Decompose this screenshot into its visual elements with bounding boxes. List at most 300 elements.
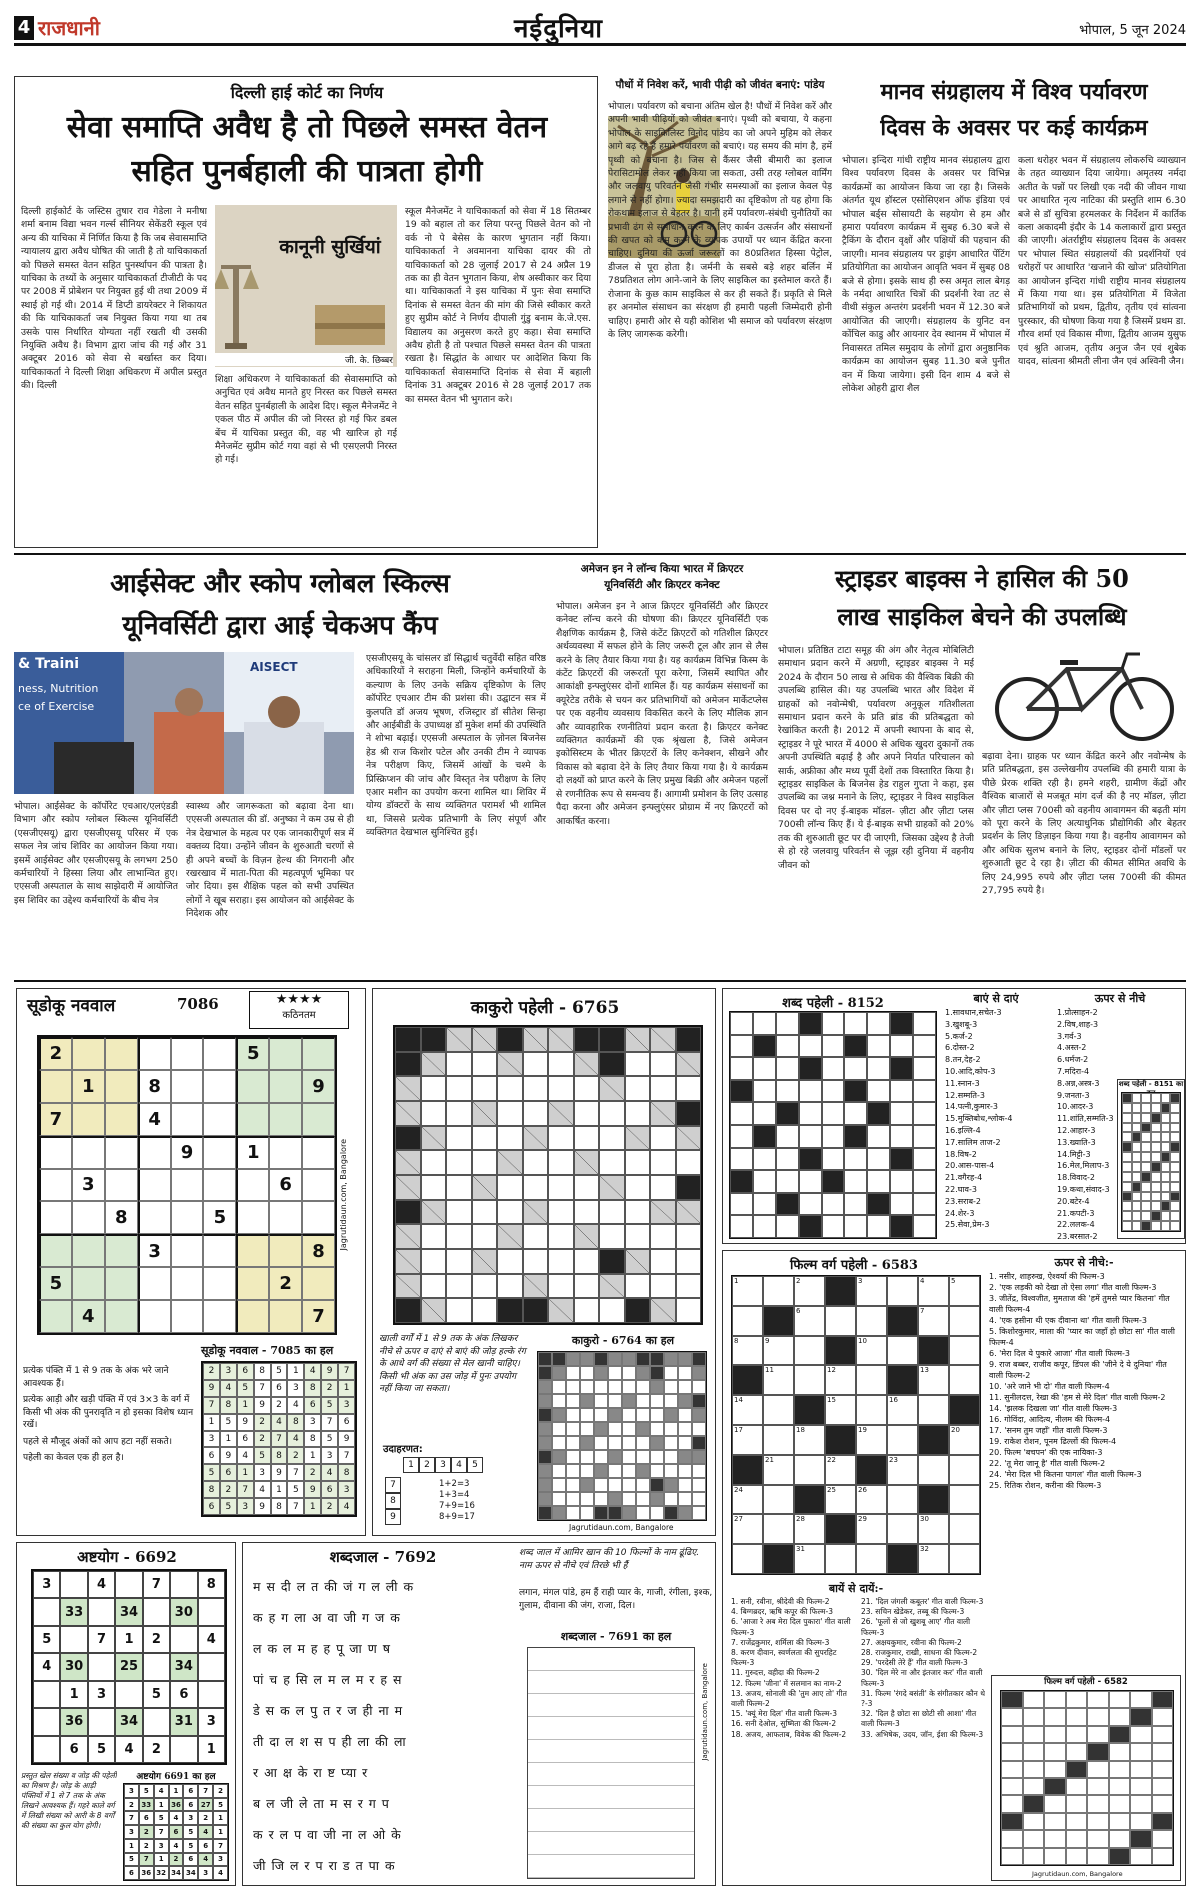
sudoku-cell[interactable]: 5 bbox=[236, 1037, 269, 1070]
sudoku-cell[interactable] bbox=[105, 1037, 138, 1070]
kakuro-cell[interactable] bbox=[523, 1101, 549, 1126]
crossword-cell[interactable] bbox=[890, 1170, 913, 1193]
sudoku-cell[interactable] bbox=[171, 1234, 204, 1267]
sudoku-cell[interactable]: 2 bbox=[269, 1267, 302, 1300]
film-grid-cell[interactable] bbox=[732, 1306, 763, 1336]
crossword-cell[interactable] bbox=[867, 1012, 890, 1035]
sudoku-cell[interactable] bbox=[138, 1037, 171, 1070]
film-grid-cell[interactable] bbox=[763, 1276, 794, 1306]
kakuro-cell[interactable] bbox=[523, 1076, 549, 1101]
sudoku-cell[interactable] bbox=[72, 1136, 105, 1169]
kakuro-cell[interactable] bbox=[523, 1175, 549, 1200]
sudoku-cell[interactable] bbox=[203, 1070, 236, 1103]
kakuro-cell[interactable] bbox=[523, 1052, 549, 1077]
sudoku-cell[interactable]: 4 bbox=[72, 1300, 105, 1333]
ashtayog-cell[interactable]: 4 bbox=[33, 1653, 60, 1680]
film-grid-cell[interactable] bbox=[763, 1425, 794, 1455]
crossword-cell[interactable] bbox=[913, 1215, 936, 1238]
crossword-grid[interactable] bbox=[729, 1011, 937, 1239]
crossword-cell[interactable] bbox=[753, 1148, 776, 1171]
kakuro-cell[interactable] bbox=[574, 1175, 600, 1200]
crossword-cell[interactable] bbox=[844, 1148, 867, 1171]
crossword-cell[interactable] bbox=[776, 1035, 799, 1058]
sudoku-cell[interactable] bbox=[203, 1103, 236, 1136]
sudoku-cell[interactable] bbox=[236, 1103, 269, 1136]
film-grid-cell[interactable] bbox=[763, 1395, 794, 1425]
kakuro-cell[interactable] bbox=[472, 1224, 498, 1249]
sudoku-cell[interactable] bbox=[236, 1201, 269, 1234]
ashtayog-cell[interactable]: 3 bbox=[33, 1571, 60, 1598]
kakuro-cell[interactable] bbox=[599, 1150, 625, 1175]
sudoku-cell[interactable] bbox=[269, 1103, 302, 1136]
crossword-cell[interactable] bbox=[867, 1080, 890, 1103]
kakuro-cell[interactable] bbox=[625, 1224, 651, 1249]
kakuro-cell[interactable] bbox=[421, 1101, 447, 1126]
sudoku-cell[interactable] bbox=[203, 1037, 236, 1070]
ashtayog-cell[interactable]: 5 bbox=[143, 1681, 170, 1708]
kakuro-cell[interactable] bbox=[625, 1101, 651, 1126]
ashtayog-cell[interactable] bbox=[198, 1653, 225, 1680]
crossword-cell[interactable] bbox=[730, 1057, 753, 1080]
kakuro-cell[interactable] bbox=[599, 1101, 625, 1126]
crossword-cell[interactable] bbox=[776, 1148, 799, 1171]
film-grid-cell[interactable] bbox=[856, 1306, 887, 1336]
kakuro-cell[interactable] bbox=[446, 1101, 472, 1126]
sudoku-cell[interactable] bbox=[269, 1037, 302, 1070]
kakuro-cell[interactable] bbox=[472, 1150, 498, 1175]
ashtayog-cell[interactable]: 4 bbox=[198, 1626, 225, 1653]
sudoku-cell[interactable] bbox=[72, 1267, 105, 1300]
kakuro-cell[interactable] bbox=[497, 1200, 523, 1225]
kakuro-cell[interactable] bbox=[650, 1052, 676, 1077]
crossword-cell[interactable] bbox=[799, 1080, 822, 1103]
kakuro-cell[interactable] bbox=[523, 1224, 549, 1249]
sudoku-cell[interactable] bbox=[171, 1300, 204, 1333]
crossword-cell[interactable] bbox=[822, 1012, 845, 1035]
crossword-cell[interactable] bbox=[822, 1193, 845, 1216]
kakuro-cell[interactable] bbox=[574, 1298, 600, 1323]
sudoku-cell[interactable] bbox=[236, 1169, 269, 1202]
sudoku-cell[interactable] bbox=[138, 1300, 171, 1333]
film-grid-cell[interactable] bbox=[856, 1395, 887, 1425]
kakuro-cell[interactable] bbox=[446, 1298, 472, 1323]
sudoku-cell[interactable] bbox=[138, 1267, 171, 1300]
crossword-cell[interactable] bbox=[822, 1215, 845, 1238]
kakuro-cell[interactable] bbox=[446, 1150, 472, 1175]
ashtayog-cell[interactable] bbox=[143, 1598, 170, 1625]
kakuro-cell[interactable] bbox=[446, 1274, 472, 1299]
kakuro-cell[interactable] bbox=[676, 1076, 702, 1101]
film-grid-cell[interactable] bbox=[887, 1336, 918, 1366]
ashtayog-cell[interactable]: 6 bbox=[60, 1736, 87, 1763]
kakuro-cell[interactable] bbox=[472, 1052, 498, 1077]
crossword-cell[interactable] bbox=[913, 1080, 936, 1103]
sudoku-cell[interactable] bbox=[138, 1169, 171, 1202]
crossword-cell[interactable] bbox=[730, 1193, 753, 1216]
film-grid-cell[interactable] bbox=[949, 1485, 980, 1515]
crossword-cell[interactable] bbox=[844, 1215, 867, 1238]
kakuro-cell[interactable] bbox=[421, 1150, 447, 1175]
sudoku-cell[interactable] bbox=[138, 1136, 171, 1169]
kakuro-cell[interactable] bbox=[625, 1076, 651, 1101]
sudoku-cell[interactable]: 7 bbox=[39, 1103, 72, 1136]
film-grid-cell[interactable] bbox=[856, 1514, 887, 1544]
film-grid-cell[interactable] bbox=[887, 1514, 918, 1544]
film-grid-cell[interactable] bbox=[918, 1306, 949, 1336]
sudoku-cell[interactable] bbox=[269, 1070, 302, 1103]
kakuro-cell[interactable] bbox=[446, 1175, 472, 1200]
kakuro-cell[interactable] bbox=[446, 1249, 472, 1274]
sudoku-cell[interactable] bbox=[39, 1070, 72, 1103]
sudoku-cell[interactable] bbox=[171, 1201, 204, 1234]
ashtayog-cell[interactable]: 4 bbox=[115, 1736, 142, 1763]
kakuro-cell[interactable] bbox=[574, 1076, 600, 1101]
film-grid-cell[interactable] bbox=[949, 1276, 980, 1306]
sudoku-cell[interactable] bbox=[236, 1234, 269, 1267]
sudoku-cell[interactable] bbox=[302, 1267, 335, 1300]
film-grid-cell[interactable] bbox=[918, 1276, 949, 1306]
kakuro-cell[interactable] bbox=[421, 1224, 447, 1249]
kakuro-cell[interactable] bbox=[599, 1224, 625, 1249]
sudoku-cell[interactable] bbox=[203, 1169, 236, 1202]
kakuro-cell[interactable] bbox=[497, 1076, 523, 1101]
kakuro-cell[interactable] bbox=[574, 1274, 600, 1299]
ashtayog-cell[interactable]: 3 bbox=[198, 1708, 225, 1735]
film-grid-cell[interactable] bbox=[825, 1544, 856, 1574]
crossword-cell[interactable] bbox=[776, 1080, 799, 1103]
ashtayog-cell[interactable]: 6 bbox=[170, 1681, 197, 1708]
kakuro-cell[interactable] bbox=[574, 1126, 600, 1151]
ashtayog-cell[interactable]: 7 bbox=[143, 1571, 170, 1598]
ashtayog-cell[interactable]: 7 bbox=[88, 1626, 115, 1653]
crossword-cell[interactable] bbox=[913, 1102, 936, 1125]
sudoku-cell[interactable] bbox=[302, 1136, 335, 1169]
sudoku-cell[interactable] bbox=[105, 1267, 138, 1300]
sudoku-cell[interactable]: 9 bbox=[302, 1070, 335, 1103]
ashtayog-cell[interactable]: 5 bbox=[88, 1736, 115, 1763]
sudoku-cell[interactable] bbox=[105, 1103, 138, 1136]
film-grid-cell[interactable] bbox=[794, 1365, 825, 1395]
sudoku-cell[interactable] bbox=[72, 1103, 105, 1136]
crossword-cell[interactable] bbox=[799, 1170, 822, 1193]
kakuro-cell[interactable] bbox=[497, 1175, 523, 1200]
film-grid-cell[interactable] bbox=[949, 1425, 980, 1455]
sudoku-cell[interactable] bbox=[138, 1201, 171, 1234]
ashtayog-cell[interactable] bbox=[143, 1653, 170, 1680]
kakuro-cell[interactable] bbox=[472, 1200, 498, 1225]
crossword-cell[interactable] bbox=[799, 1035, 822, 1058]
film-grid-cell[interactable] bbox=[918, 1544, 949, 1574]
crossword-cell[interactable] bbox=[890, 1080, 913, 1103]
sudoku-cell[interactable] bbox=[72, 1234, 105, 1267]
crossword-cell[interactable] bbox=[753, 1102, 776, 1125]
kakuro-cell[interactable] bbox=[446, 1200, 472, 1225]
crossword-cell[interactable] bbox=[913, 1012, 936, 1035]
crossword-cell[interactable] bbox=[799, 1102, 822, 1125]
kakuro-cell[interactable] bbox=[446, 1126, 472, 1151]
sudoku-cell[interactable]: 5 bbox=[203, 1201, 236, 1234]
kakuro-cell[interactable] bbox=[472, 1298, 498, 1323]
sudoku-cell[interactable]: 3 bbox=[138, 1234, 171, 1267]
ashtayog-cell[interactable]: 3 bbox=[88, 1681, 115, 1708]
crossword-cell[interactable] bbox=[867, 1057, 890, 1080]
film-grid-cell[interactable] bbox=[732, 1276, 763, 1306]
ashtayog-cell[interactable]: 5 bbox=[33, 1626, 60, 1653]
crossword-cell[interactable] bbox=[753, 1012, 776, 1035]
kakuro-cell[interactable] bbox=[497, 1274, 523, 1299]
film-grid[interactable] bbox=[731, 1275, 981, 1575]
film-grid-cell[interactable] bbox=[949, 1365, 980, 1395]
kakuro-cell[interactable] bbox=[548, 1224, 574, 1249]
ashtayog-cell[interactable]: 1 bbox=[198, 1736, 225, 1763]
film-grid-cell[interactable] bbox=[856, 1365, 887, 1395]
kakuro-cell[interactable] bbox=[574, 1101, 600, 1126]
crossword-cell[interactable] bbox=[844, 1170, 867, 1193]
crossword-cell[interactable] bbox=[776, 1215, 799, 1238]
film-grid-cell[interactable] bbox=[732, 1395, 763, 1425]
crossword-cell[interactable] bbox=[776, 1170, 799, 1193]
crossword-cell[interactable] bbox=[913, 1057, 936, 1080]
crossword-cell[interactable] bbox=[730, 1215, 753, 1238]
sudoku-cell[interactable]: 6 bbox=[269, 1169, 302, 1202]
ashtayog-cell[interactable] bbox=[60, 1571, 87, 1598]
film-grid-cell[interactable] bbox=[794, 1544, 825, 1574]
ashtayog-cell[interactable]: 2 bbox=[143, 1626, 170, 1653]
kakuro-cell[interactable] bbox=[650, 1175, 676, 1200]
crossword-cell[interactable] bbox=[730, 1035, 753, 1058]
kakuro-cell[interactable] bbox=[472, 1126, 498, 1151]
crossword-cell[interactable] bbox=[822, 1148, 845, 1171]
film-grid-cell[interactable] bbox=[918, 1395, 949, 1425]
crossword-cell[interactable] bbox=[844, 1102, 867, 1125]
sudoku-cell[interactable] bbox=[236, 1300, 269, 1333]
crossword-cell[interactable] bbox=[753, 1057, 776, 1080]
film-grid-cell[interactable] bbox=[887, 1485, 918, 1515]
kakuro-cell[interactable] bbox=[625, 1274, 651, 1299]
crossword-cell[interactable] bbox=[753, 1080, 776, 1103]
film-grid-cell[interactable] bbox=[887, 1395, 918, 1425]
film-grid-cell[interactable] bbox=[918, 1514, 949, 1544]
sudoku-cell[interactable] bbox=[302, 1201, 335, 1234]
sudoku-cell[interactable] bbox=[105, 1136, 138, 1169]
film-grid-cell[interactable] bbox=[763, 1336, 794, 1366]
crossword-cell[interactable] bbox=[776, 1125, 799, 1148]
kakuro-grid[interactable] bbox=[393, 1025, 703, 1325]
crossword-cell[interactable] bbox=[844, 1057, 867, 1080]
film-grid-cell[interactable] bbox=[794, 1306, 825, 1336]
kakuro-cell[interactable] bbox=[421, 1076, 447, 1101]
kakuro-cell[interactable] bbox=[650, 1249, 676, 1274]
ashtayog-cell[interactable] bbox=[198, 1681, 225, 1708]
kakuro-cell[interactable] bbox=[625, 1052, 651, 1077]
film-grid-cell[interactable] bbox=[949, 1306, 980, 1336]
sudoku-cell[interactable] bbox=[236, 1267, 269, 1300]
crossword-cell[interactable] bbox=[799, 1193, 822, 1216]
kakuro-cell[interactable] bbox=[548, 1150, 574, 1175]
sudoku-cell[interactable] bbox=[171, 1169, 204, 1202]
sudoku-cell[interactable] bbox=[203, 1300, 236, 1333]
sudoku-cell[interactable]: 8 bbox=[302, 1234, 335, 1267]
crossword-cell[interactable] bbox=[913, 1193, 936, 1216]
ashtayog-cell[interactable] bbox=[170, 1626, 197, 1653]
sudoku-cell[interactable] bbox=[269, 1136, 302, 1169]
kakuro-cell[interactable] bbox=[599, 1298, 625, 1323]
kakuro-cell[interactable] bbox=[523, 1150, 549, 1175]
sudoku-cell[interactable] bbox=[269, 1234, 302, 1267]
word-search-grid[interactable] bbox=[253, 1571, 509, 1881]
ashtayog-cell[interactable] bbox=[88, 1708, 115, 1735]
sudoku-cell[interactable] bbox=[105, 1169, 138, 1202]
film-grid-cell[interactable] bbox=[763, 1455, 794, 1485]
crossword-cell[interactable] bbox=[890, 1125, 913, 1148]
sudoku-cell[interactable] bbox=[171, 1037, 204, 1070]
crossword-cell[interactable] bbox=[822, 1125, 845, 1148]
crossword-cell[interactable] bbox=[913, 1170, 936, 1193]
kakuro-cell[interactable] bbox=[625, 1150, 651, 1175]
kakuro-cell[interactable] bbox=[421, 1274, 447, 1299]
sudoku-cell[interactable]: 1 bbox=[236, 1136, 269, 1169]
crossword-cell[interactable] bbox=[776, 1057, 799, 1080]
kakuro-cell[interactable] bbox=[574, 1200, 600, 1225]
kakuro-cell[interactable] bbox=[676, 1249, 702, 1274]
film-grid-cell[interactable] bbox=[856, 1425, 887, 1455]
sudoku-cell[interactable] bbox=[203, 1267, 236, 1300]
kakuro-cell[interactable] bbox=[548, 1126, 574, 1151]
crossword-cell[interactable] bbox=[913, 1125, 936, 1148]
crossword-cell[interactable] bbox=[799, 1125, 822, 1148]
kakuro-cell[interactable] bbox=[676, 1150, 702, 1175]
kakuro-cell[interactable] bbox=[599, 1126, 625, 1151]
ashtayog-cell[interactable] bbox=[33, 1598, 60, 1625]
kakuro-cell[interactable] bbox=[650, 1274, 676, 1299]
sudoku-cell[interactable] bbox=[203, 1136, 236, 1169]
sudoku-cell[interactable] bbox=[39, 1234, 72, 1267]
sudoku-cell[interactable]: 7 bbox=[302, 1300, 335, 1333]
film-grid-cell[interactable] bbox=[918, 1365, 949, 1395]
ashtayog-grid[interactable] bbox=[31, 1569, 227, 1765]
crossword-cell[interactable] bbox=[867, 1215, 890, 1238]
ashtayog-cell[interactable]: 4 bbox=[88, 1571, 115, 1598]
film-grid-cell[interactable] bbox=[856, 1544, 887, 1574]
kakuro-cell[interactable] bbox=[421, 1175, 447, 1200]
kakuro-cell[interactable] bbox=[446, 1224, 472, 1249]
ashtayog-cell[interactable]: 1 bbox=[60, 1681, 87, 1708]
kakuro-cell[interactable] bbox=[421, 1249, 447, 1274]
ashtayog-cell[interactable] bbox=[198, 1598, 225, 1625]
film-grid-cell[interactable] bbox=[949, 1455, 980, 1485]
ashtayog-cell[interactable]: 8 bbox=[198, 1571, 225, 1598]
film-grid-cell[interactable] bbox=[949, 1514, 980, 1544]
ashtayog-cell[interactable] bbox=[143, 1708, 170, 1735]
crossword-cell[interactable] bbox=[730, 1012, 753, 1035]
kakuro-cell[interactable] bbox=[548, 1274, 574, 1299]
film-grid-cell[interactable] bbox=[949, 1544, 980, 1574]
crossword-cell[interactable] bbox=[822, 1102, 845, 1125]
ashtayog-cell[interactable] bbox=[33, 1736, 60, 1763]
crossword-cell[interactable] bbox=[890, 1193, 913, 1216]
sudoku-cell[interactable]: 3 bbox=[72, 1169, 105, 1202]
film-grid-cell[interactable] bbox=[763, 1514, 794, 1544]
film-grid-cell[interactable] bbox=[794, 1336, 825, 1366]
crossword-cell[interactable] bbox=[730, 1125, 753, 1148]
kakuro-cell[interactable] bbox=[523, 1249, 549, 1274]
sudoku-cell[interactable]: 8 bbox=[138, 1070, 171, 1103]
kakuro-cell[interactable] bbox=[676, 1298, 702, 1323]
ashtayog-cell[interactable] bbox=[88, 1653, 115, 1680]
ashtayog-cell[interactable] bbox=[170, 1736, 197, 1763]
kakuro-cell[interactable] bbox=[676, 1274, 702, 1299]
ashtayog-cell[interactable]: 2 bbox=[143, 1736, 170, 1763]
crossword-cell[interactable] bbox=[867, 1125, 890, 1148]
crossword-cell[interactable] bbox=[890, 1035, 913, 1058]
kakuro-cell[interactable] bbox=[676, 1224, 702, 1249]
crossword-cell[interactable] bbox=[753, 1193, 776, 1216]
crossword-cell[interactable] bbox=[890, 1102, 913, 1125]
kakuro-cell[interactable] bbox=[650, 1126, 676, 1151]
crossword-cell[interactable] bbox=[844, 1193, 867, 1216]
film-grid-cell[interactable] bbox=[794, 1455, 825, 1485]
film-grid-cell[interactable] bbox=[887, 1276, 918, 1306]
kakuro-cell[interactable] bbox=[574, 1249, 600, 1274]
ashtayog-cell[interactable] bbox=[115, 1571, 142, 1598]
kakuro-cell[interactable] bbox=[497, 1126, 523, 1151]
kakuro-cell[interactable] bbox=[497, 1101, 523, 1126]
kakuro-cell[interactable] bbox=[650, 1076, 676, 1101]
sudoku-cell[interactable]: 8 bbox=[105, 1201, 138, 1234]
film-grid-cell[interactable] bbox=[794, 1425, 825, 1455]
kakuro-cell[interactable] bbox=[625, 1175, 651, 1200]
sudoku-cell[interactable] bbox=[302, 1037, 335, 1070]
crossword-cell[interactable] bbox=[730, 1148, 753, 1171]
film-grid-cell[interactable] bbox=[794, 1276, 825, 1306]
sudoku-cell[interactable] bbox=[72, 1037, 105, 1070]
film-grid-cell[interactable] bbox=[856, 1485, 887, 1515]
crossword-cell[interactable] bbox=[913, 1148, 936, 1171]
sudoku-cell[interactable]: 2 bbox=[39, 1037, 72, 1070]
sudoku-cell[interactable] bbox=[269, 1300, 302, 1333]
sudoku-cell[interactable] bbox=[302, 1103, 335, 1136]
crossword-cell[interactable] bbox=[844, 1012, 867, 1035]
crossword-cell[interactable] bbox=[753, 1215, 776, 1238]
sudoku-cell[interactable] bbox=[39, 1136, 72, 1169]
sudoku-cell[interactable] bbox=[105, 1234, 138, 1267]
kakuro-cell[interactable] bbox=[650, 1150, 676, 1175]
ashtayog-cell[interactable] bbox=[33, 1681, 60, 1708]
kakuro-cell[interactable] bbox=[548, 1249, 574, 1274]
sudoku-cell[interactable] bbox=[39, 1201, 72, 1234]
ashtayog-cell[interactable] bbox=[60, 1626, 87, 1653]
sudoku-grid[interactable] bbox=[37, 1035, 337, 1335]
film-grid-cell[interactable] bbox=[825, 1485, 856, 1515]
sudoku-cell[interactable] bbox=[269, 1201, 302, 1234]
crossword-cell[interactable] bbox=[913, 1035, 936, 1058]
film-grid-cell[interactable] bbox=[825, 1455, 856, 1485]
crossword-cell[interactable] bbox=[822, 1035, 845, 1058]
film-grid-cell[interactable] bbox=[732, 1544, 763, 1574]
film-grid-cell[interactable] bbox=[949, 1336, 980, 1366]
film-grid-cell[interactable] bbox=[763, 1485, 794, 1515]
film-grid-cell[interactable] bbox=[887, 1425, 918, 1455]
film-grid-cell[interactable] bbox=[856, 1276, 887, 1306]
ashtayog-cell[interactable]: 1 bbox=[115, 1626, 142, 1653]
kakuro-cell[interactable] bbox=[446, 1076, 472, 1101]
ashtayog-cell[interactable] bbox=[88, 1598, 115, 1625]
film-grid-cell[interactable] bbox=[825, 1395, 856, 1425]
ashtayog-cell[interactable] bbox=[33, 1708, 60, 1735]
sudoku-cell[interactable] bbox=[39, 1169, 72, 1202]
ashtayog-cell[interactable] bbox=[115, 1681, 142, 1708]
film-grid-cell[interactable] bbox=[825, 1365, 856, 1395]
